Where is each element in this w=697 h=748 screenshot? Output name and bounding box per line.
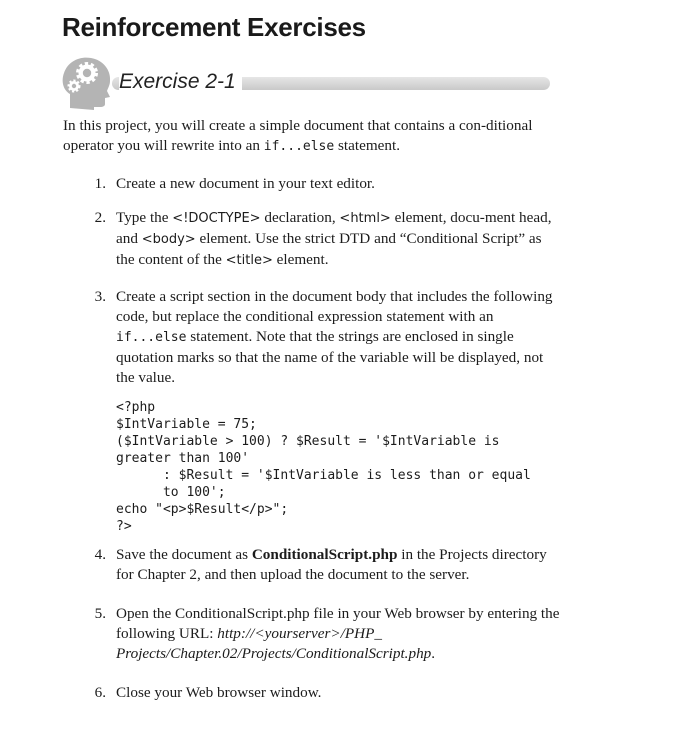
step-text: Save the document as [116,546,252,563]
list-item [63,545,563,585]
intro-text: In this project, you will create a simple document that contains a con-ditional operator you will rewrite into an [63,117,533,154]
intro-paragraph [63,116,563,157]
step-number: 3. [94,288,106,305]
step-text: Open the ConditionalScript.php file in your Web browser by entering the following URL: [116,605,560,642]
step-text: . [431,645,436,662]
step-number: 5. [94,605,106,622]
inline-code: if...else [116,330,187,345]
step-text: element, docu-ment head, and [116,209,552,247]
list-item [63,287,563,535]
inline-code: <title> [225,253,273,268]
list-item [63,683,563,703]
step-text: declaration, [260,209,340,226]
list-item [63,604,563,664]
section-title: Reinforcement Exercises [62,12,366,42]
step-number: 6. [94,684,106,701]
step-text: Create a script section in the document body that includes the following code, but replace the conditional expression statement with an [116,288,553,325]
steps-list [63,174,563,703]
exercise-title: Exercise 2-1 [119,68,242,96]
code-block: <?php $IntVariable = 75; ($IntVariable > 100) ? $Result = '$IntVariable is greater than 100' : $Result = '$IntVariable is less than or equal to 100'; echo "<p>$Result</p>"; ?> [116,400,531,534]
head-gear-icon [60,54,112,110]
inline-code: <!DOCTYPE> [172,211,261,226]
step-text: element. Use the strict DTD and “Conditional Script” as the content of the [116,230,542,268]
step-text: Type the [116,209,173,226]
filename: ConditionalScript.php [251,546,398,563]
list-item [63,208,563,271]
url-text: http://<yourserver>/PHP_ Projects/Chapter.02/Projects/ConditionalScript.php [116,625,432,662]
step-text: Close your Web browser window. [116,684,322,701]
inline-code: <body> [141,232,196,247]
step-paragraph [116,287,563,388]
step-text: in the Projects directory for Chapter 2, and then upload the document to the server. [116,546,547,583]
intro-text-end: statement. [334,137,401,154]
step-number: 2. [94,209,106,226]
intro-code: if...else [263,139,335,154]
step-text: statement. Note that the strings are enclosed in single quotation marks so that the name of the variable will be displayed, not the value. [116,328,544,386]
step-number: 4. [94,546,106,563]
list-item [63,174,563,194]
step-text: Create a new document in your text editor. [116,175,375,192]
step-number: 1. [94,175,106,192]
inline-code: <html> [339,211,391,226]
step-text: element. [272,251,329,268]
